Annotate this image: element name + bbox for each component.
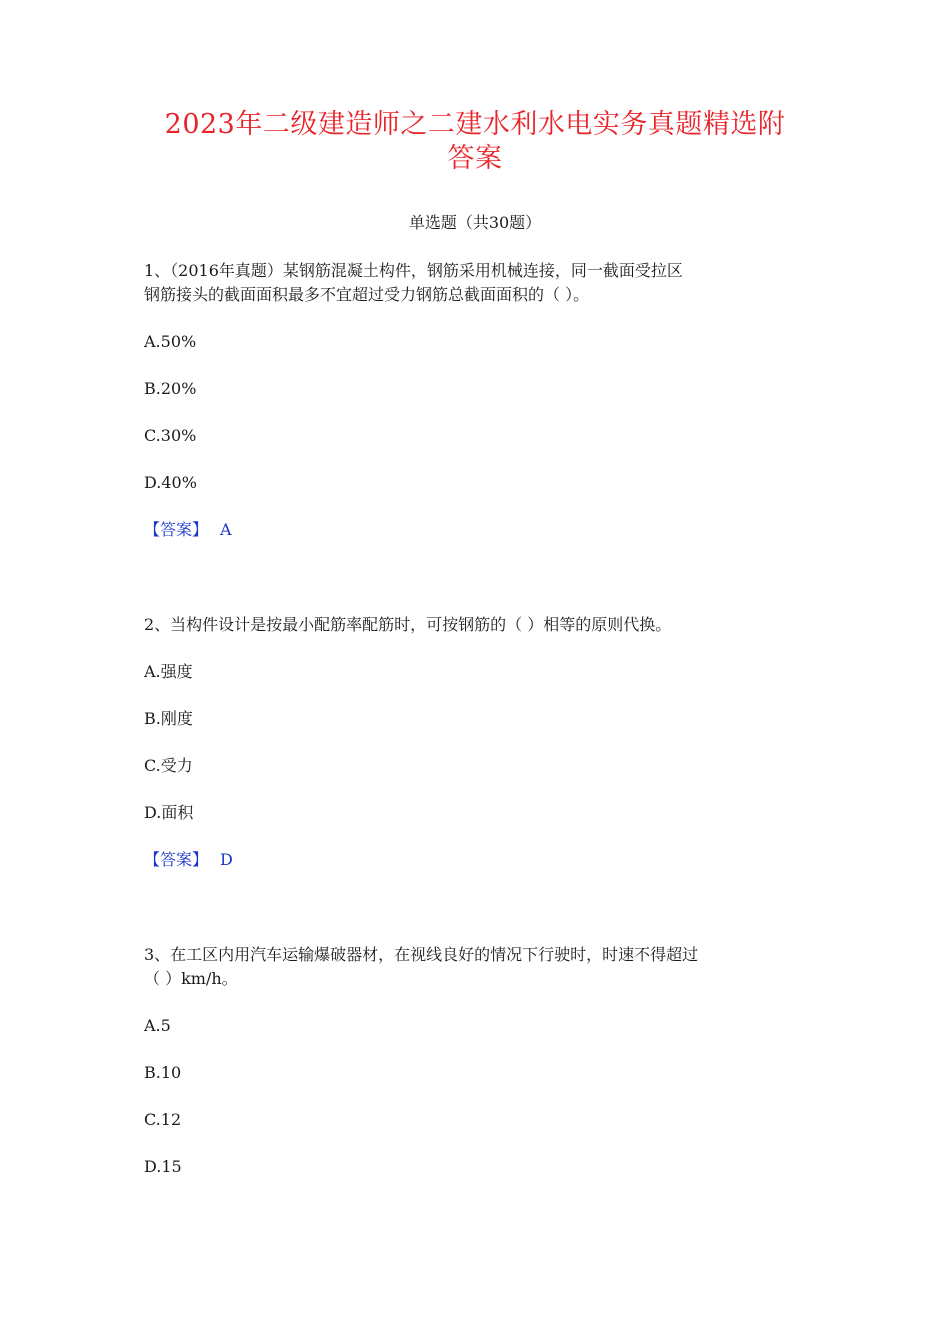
question-3-option-b: B.10 [144, 1063, 182, 1082]
question-2-option-b: B.刚度 [144, 709, 193, 728]
question-3-stem-line-1: 3、在工区内用汽车运输爆破器材，在视线良好的情况下行驶时，时速不得超过 [144, 945, 699, 964]
question-2-answer [144, 849, 233, 871]
answer-label: 【答案】 [144, 520, 209, 539]
question-1-stem-line-1: 1、（2016年真题）某钢筋混凝土构件，钢筋采用机械连接，同一截面受拉区 [144, 261, 683, 280]
answer-label: 【答案】 [144, 850, 209, 869]
title-line-2: 答案 [447, 143, 503, 174]
question-2-option-c: C.受力 [144, 756, 193, 775]
answer-value: A [220, 520, 232, 539]
question-1-option-b: B.20% [144, 379, 197, 398]
question-1-answer [144, 519, 232, 541]
question-1-option-a: A.50% [144, 332, 197, 351]
question-3-option-a: A.5 [144, 1016, 171, 1035]
question-3-option-d: D.15 [144, 1157, 182, 1176]
section-heading: 单选题（共30题） [408, 213, 542, 232]
question-1-option-c: C.30% [144, 426, 197, 445]
question-1-option-d: D.40% [144, 473, 197, 492]
answer-value: D [220, 850, 233, 869]
question-2-stem-line-1: 2、当构件设计是按最小配筋率配筋时，可按钢筋的（ ）相等的原则代换。 [144, 615, 672, 634]
question-1-stem-line-2: 钢筋接头的截面面积最多不宜超过受力钢筋总截面面积的（ ）。 [144, 285, 590, 304]
question-2-option-d: D.面积 [144, 803, 194, 822]
question-3-option-c: C.12 [144, 1110, 182, 1129]
question-3-stem-line-2: （ ）km/h。 [144, 969, 238, 988]
question-2-option-a: A.强度 [144, 662, 193, 681]
title-line-1: 2023年二级建造师之二建水利水电实务真题精选附 [164, 109, 786, 140]
document-title [120, 108, 830, 176]
